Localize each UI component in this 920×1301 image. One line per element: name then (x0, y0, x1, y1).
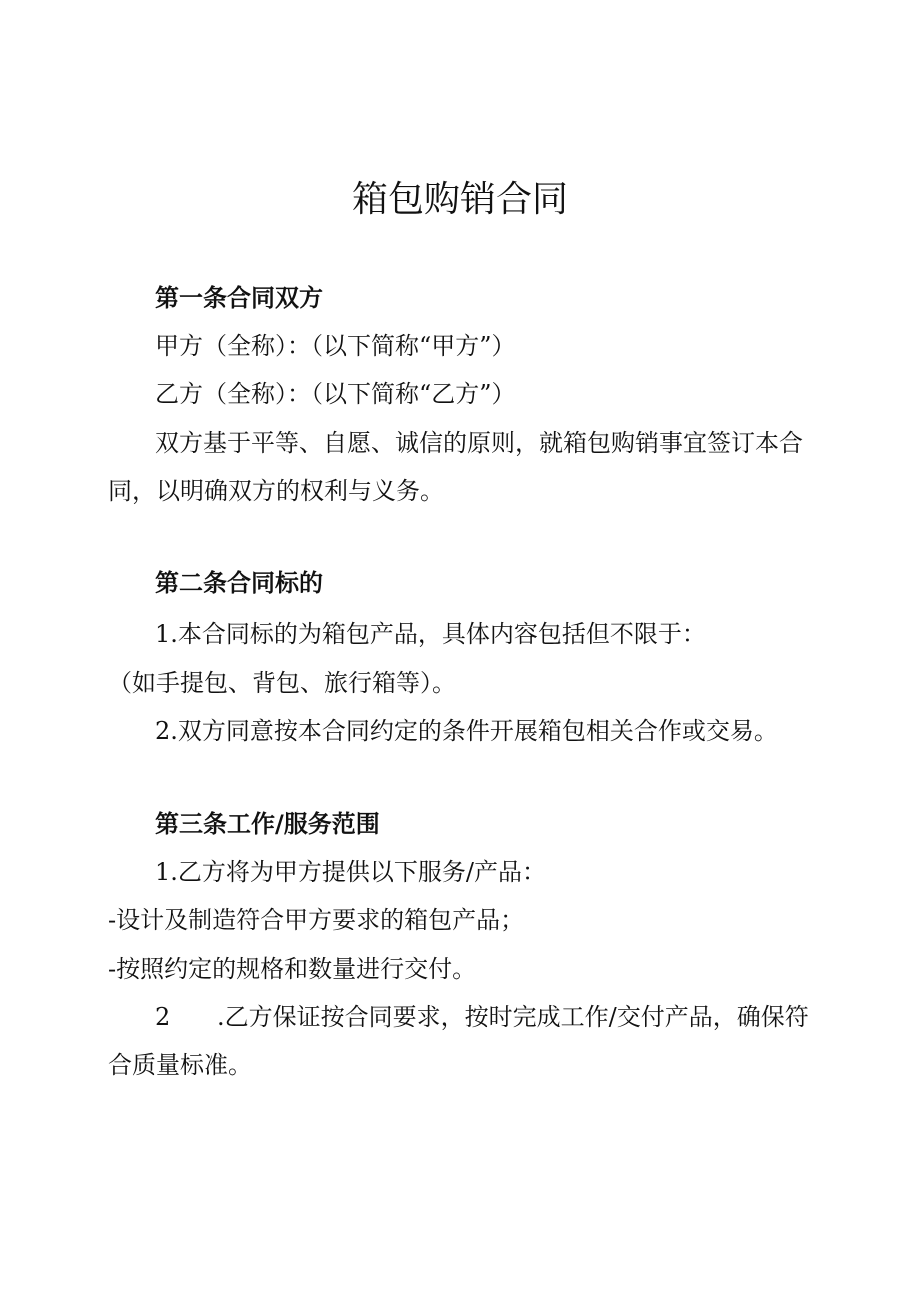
section-2-item-2-number: 2 (155, 717, 171, 745)
section-3-item-2-text: .乙方保证按合同要求，按时完成工作/交付产品，确保符 (217, 1003, 809, 1031)
section-2-item-1 (155, 618, 706, 650)
section-3-item-1 (155, 856, 546, 888)
section-3-item-2-number: 2 (155, 1003, 171, 1031)
section-3-item-1-text: .乙方将为甲方提供以下服务/产品： (170, 858, 546, 886)
section-3-item-1-number: 1 (155, 858, 171, 886)
section-1-heading: 第一条合同双方 (155, 284, 323, 312)
section-2-item-2-text: .双方同意按本合同约定的条件开展箱包相关合作或交易。 (170, 717, 778, 745)
party-a-line: 甲方（全称）：（以下简称“甲方”） (155, 332, 516, 360)
section-3-item-2-continuation: 合质量标准。 (108, 1051, 252, 1079)
section-1-paragraph-line-2: 同，以明确双方的权利与义务。 (108, 477, 444, 505)
party-b-line: 乙方（全称）：（以下简称“乙方”） (155, 380, 516, 408)
section-2-item-1-continuation: （如手提包、背包、旅行箱等）。 (108, 669, 456, 697)
section-3-heading: 第三条工作/服务范围 (155, 810, 380, 838)
section-2-heading: 第二条合同标的 (155, 569, 323, 597)
section-2-item-1-number: 1 (155, 620, 171, 648)
section-3-bullet-2: -按照约定的规格和数量进行交付。 (108, 955, 477, 983)
section-3-item-2 (155, 1001, 809, 1033)
section-3-bullet-1: -设计及制造符合甲方要求的箱包产品； (108, 906, 525, 934)
document-title: 箱包购销合同 (351, 179, 568, 220)
section-2-item-1-text: .本合同标的为箱包产品，具体内容包括但不限于： (170, 620, 706, 648)
section-1-paragraph-line-1: 双方基于平等、自愿、诚信的原则，就箱包购销事宜签订本合 (155, 429, 803, 457)
section-2-item-2 (155, 715, 778, 747)
